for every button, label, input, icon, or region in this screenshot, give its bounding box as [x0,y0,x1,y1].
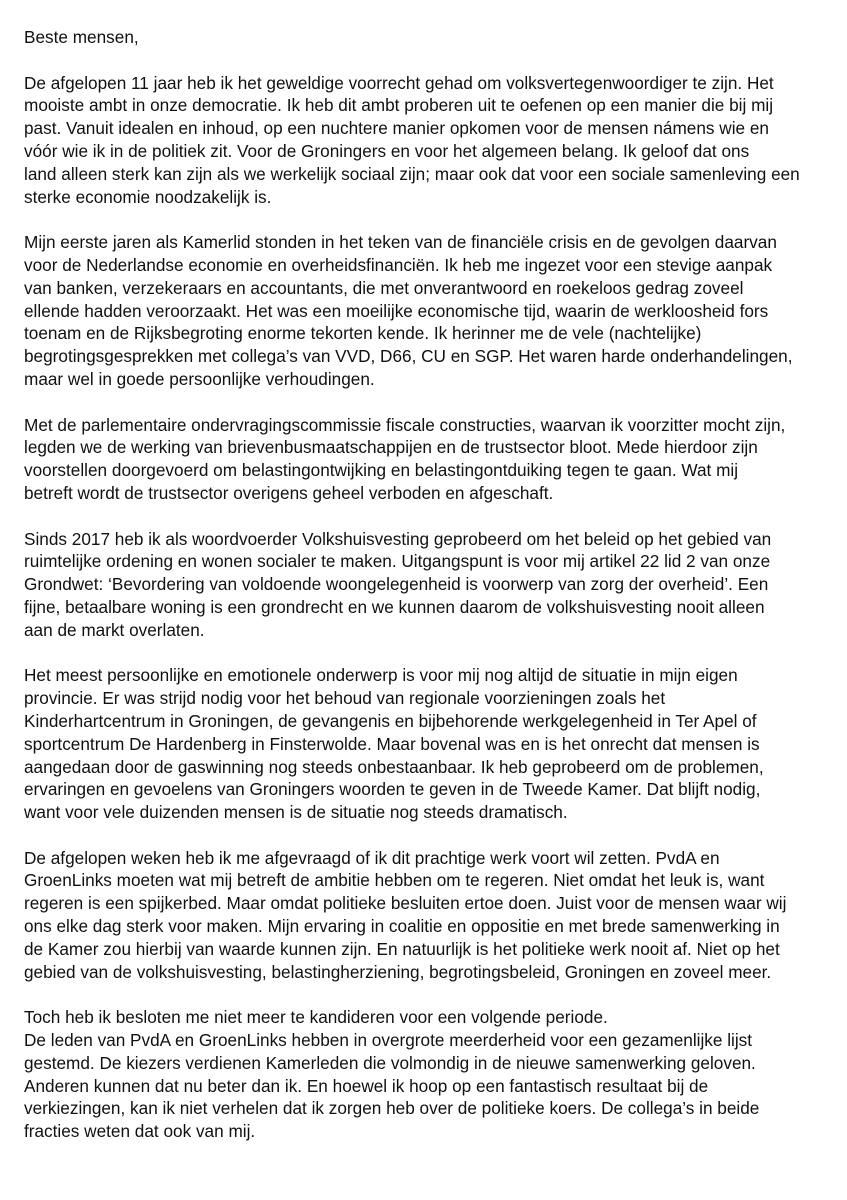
text-line: aan de markt overlaten. [24,619,205,640]
text-line: GroenLinks moeten wat mij betreft de ambitie hebben om te regeren. Niet omdat het leuk is, want [24,870,765,891]
text-line: sterke economie noodzakelijk is. [24,186,272,207]
text-line: maar wel in goede persoonlijke verhoudingen. [24,368,375,389]
text-line: ons elke dag sterk voor maken. Mijn ervaring in coalitie en oppositie en met brede samenwerking in [24,916,780,937]
text-line: ellende hadden veroorzaakt. Het was een moeilijke economische tijd, waarin de werkloosheid fors [24,300,769,321]
text-line: aangedaan door de gaswinning nog steeds onbestaanbaar. Ik heb geprobeerd om de problemen, [24,756,764,777]
text-line: gestemd. De kiezers verdienen Kamerleden die volmondig in de nieuwe samenwerking geloven. [24,1052,756,1073]
text-line: ruimtelijke ordening en wonen socialer te maken. Uitgangspunt is voor mij artikel 22 lid 2 van onze [24,551,771,572]
text-line: want voor vele duizenden mensen is de situatie nog steeds dramatisch. [24,802,568,823]
paragraph-1 [24,72,824,209]
text-line: Toch heb ik besloten me niet meer te kandideren voor een volgende periode. [24,1007,608,1028]
text-line: ervaringen en gevoelens van Groningers woorden te geven in de Tweede Kamer. Dat blijft nodig, [24,779,761,800]
text-line: sportcentrum De Hardenberg in Finsterwolde. Maar bovenal was en is het onrecht dat mensen is [24,733,760,754]
text-line: Mijn eerste jaren als Kamerlid stonden in het teken van de financiële crisis en de gevolgen daarvan [24,232,777,253]
paragraph-6 [24,847,824,984]
text-line: betreft wordt de trustsector overigens geheel verboden en afgeschaft. [24,482,554,503]
text-line: begrotingsgesprekken met collega’s van VVD, D66, CU en SGP. Het waren harde onderhandelingen, [24,346,793,367]
text-line: Kinderhartcentrum in Groningen, de gevangenis en bijbehorende werkgelegenheid in Ter Apel of [24,710,757,731]
text-line: fracties weten dat ook van mij. [24,1121,256,1142]
text-line: Met de parlementaire ondervragingscommissie fiscale constructies, waarvan ik voorzitter mocht zijn, [24,414,786,435]
text-line: De afgelopen weken heb ik me afgevraagd of ik dit prachtige werk voort wil zetten. PvdA en [24,847,720,868]
paragraph-7 [24,1006,824,1143]
text-line: regeren is een spijkerbed. Maar omdat politieke besluiten ertoe doen. Juist voor de mensen waar wij [24,893,787,914]
text-line: vóór wie ik in de politiek zit. Voor de Groningers en voor het algemeen belang. Ik geloof dat ons [24,140,750,161]
text-line: provincie. Er was strijd nodig voor het behoud van regionale voorzieningen zoals het [24,688,666,709]
text-line: legden we de werking van brievenbusmaatschappijen en de trustsector bloot. Mede hierdoor zijn [24,437,758,458]
text-line: verkiezingen, kan ik niet verhelen dat ik zorgen heb over de politieke koers. De collega’s in beide [24,1098,760,1119]
text-line: Grondwet: ‘Bevordering van voldoende woongelegenheid is voorwerp van zorg der overheid’. Een [24,574,769,595]
text-line: land alleen sterk kan zijn als we werkelijk sociaal zijn; maar ook dat voor een sociale samenleving een [24,163,800,184]
text-line: de Kamer zou hierbij van waarde kunnen zijn. En natuurlijk is het politieke werk nooit af. Niet op het [24,938,780,959]
letter-body [24,26,824,1143]
text-line: toenam en de Rijksbegroting enorme tekorten kende. Ik herinner me de vele (nachtelijke) [24,323,702,344]
text-line: gebied van de volkshuisvesting, belastingherziening, begrotingsbeleid, Groningen en zoveel meer. [24,961,772,982]
text-line: voor de Nederlandse economie en overheidsfinanciën. Ik heb me ingezet voor een stevige aanpak [24,254,773,275]
paragraph-list [24,72,824,1143]
paragraph-5 [24,664,824,824]
text-line: voorstellen doorgevoerd om belastingontwijking en belastingontduiking tegen te gaan. Wat mij [24,460,739,481]
text-line: Anderen kunnen dat nu beter dan ik. En hoewel ik hoop op een fantastisch resultaat bij de [24,1075,709,1096]
text-line: past. Vanuit idealen en inhoud, op een nuchtere manier opkomen voor de mensen námens wie en [24,118,769,139]
paragraph-4 [24,528,824,642]
salutation: Beste mensen, [24,27,139,47]
text-line: fijne, betaalbare woning is een grondrecht en we kunnen daarom de volkshuisvesting nooit alleen [24,596,765,617]
paragraph-2 [24,231,824,391]
text-line: Het meest persoonlijke en emotionele onderwerp is voor mij nog altijd de situatie in mijn eigen [24,665,738,686]
text-line: De afgelopen 11 jaar heb ik het geweldige voorrecht gehad om volksvertegenwoordiger te zijn. Het [24,72,774,93]
text-line: van banken, verzekeraars en accountants, die met onverantwoord en roekeloos gedrag zoveel [24,277,744,298]
text-line: De leden van PvdA en GroenLinks hebben in overgrote meerderheid voor een gezamenlijke lijst [24,1030,753,1051]
paragraph-3 [24,414,824,505]
text-line: mooiste ambt in onze democratie. Ik heb dit ambt proberen uit te oefenen op een manier die bij mij [24,95,774,116]
text-line: Sinds 2017 heb ik als woordvoerder Volkshuisvesting geprobeerd om het beleid op het gebied van [24,528,772,549]
